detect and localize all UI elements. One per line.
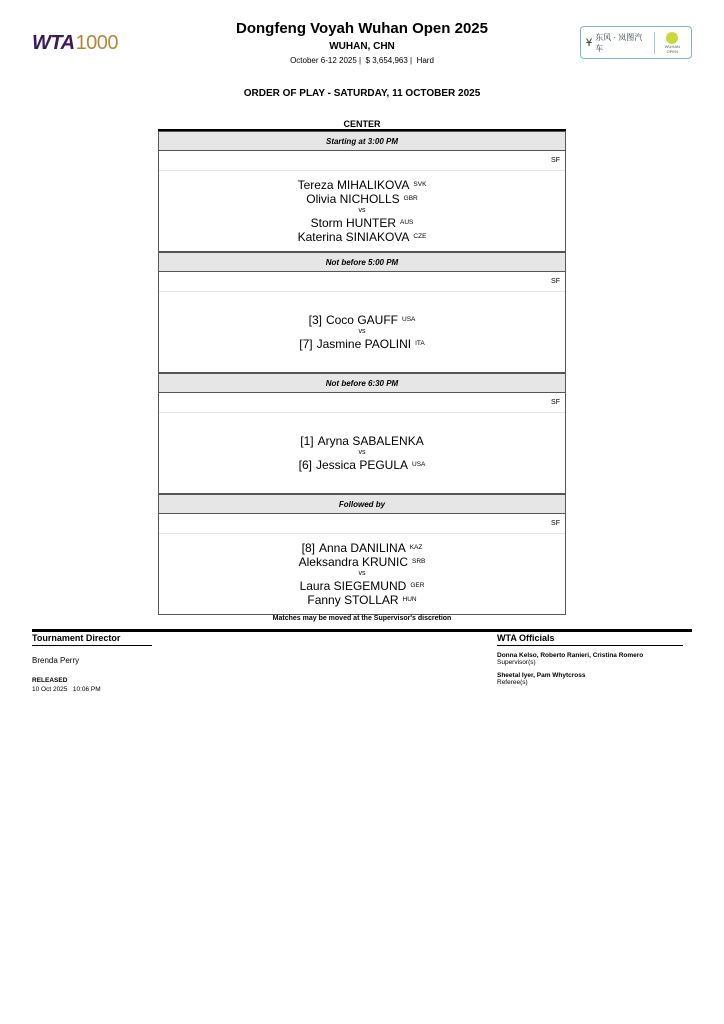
- player-country: SRB: [412, 558, 426, 565]
- wuhan-open-text: WUHAN OPEN: [664, 43, 680, 54]
- player-last-name: NICHOLLS: [339, 192, 400, 206]
- round-row: [159, 514, 565, 534]
- round-label: SF: [551, 520, 560, 527]
- released-timestamp: [32, 686, 152, 693]
- match-players: [159, 413, 565, 493]
- player-name: [309, 313, 416, 327]
- sponsor-divider: [654, 32, 655, 54]
- player-name: [306, 192, 417, 206]
- player-last-name: STOLLAR: [344, 593, 399, 607]
- player-first-name: Katerina: [297, 230, 343, 244]
- released-date: 10 Oct 2025: [32, 686, 68, 693]
- player-first-name: Storm: [310, 216, 343, 230]
- player-last-name: PEGULA: [359, 457, 408, 472]
- player-first-name: Olivia: [306, 192, 337, 206]
- player-country: AUS: [399, 219, 414, 226]
- tournament-meta: October 6-12 2025 | $ 3,654,963 | Hard: [290, 56, 434, 65]
- player-last-name: SINIAKOVA: [345, 230, 410, 244]
- player-country: USA: [412, 460, 426, 468]
- round-row: [159, 272, 565, 292]
- released-label: RELEASED: [32, 677, 68, 684]
- round-row: [159, 393, 565, 413]
- released-time: 10:06 PM: [72, 686, 101, 693]
- player-last-name: SABALENKA: [352, 433, 424, 448]
- court-name: CENTER: [343, 119, 381, 129]
- footer-divider: [32, 629, 692, 632]
- player-seed: [6]: [298, 457, 312, 472]
- player-name: [298, 230, 427, 244]
- versus-label: vs: [358, 207, 366, 214]
- player-first-name: Fanny: [307, 593, 341, 607]
- player-country: SVK: [413, 181, 427, 188]
- slot-start-time: Not before 6:30 PM: [159, 373, 565, 393]
- player-first-name: Aleksandra: [298, 555, 359, 569]
- slot-start-time: Followed by: [159, 494, 565, 514]
- disclaimer: Matches may be moved at the Supervisor's discretion: [272, 615, 452, 622]
- player-last-name: SIEGEMUND: [333, 579, 407, 593]
- tournament-dates: October 6-12 2025: [290, 56, 357, 65]
- round-row: [159, 151, 565, 171]
- slot-start-time: Starting at 3:00 PM: [159, 131, 565, 151]
- player-country: HUN: [402, 596, 417, 603]
- player-first-name: Tereza: [297, 178, 334, 192]
- match-players: [159, 171, 565, 251]
- player-last-name: MIHALIKOVA: [336, 178, 410, 192]
- tournament-title: Dongfeng Voyah Wuhan Open 2025: [236, 20, 488, 37]
- player-seed: [7]: [299, 337, 313, 351]
- tournament-city: WUHAN, CHN: [329, 41, 395, 52]
- voyah-icon: Ұ: [586, 36, 593, 49]
- round-label: SF: [551, 157, 560, 164]
- director-heading: Tournament Director: [32, 633, 152, 646]
- sponsor-text: 东风 · 岚图汽车: [595, 32, 643, 53]
- tournament-surface: Hard: [416, 56, 434, 65]
- player-seed: [1]: [300, 433, 314, 448]
- player-country: ITA: [415, 340, 425, 347]
- match-slot: [159, 494, 565, 614]
- player-name: [298, 178, 427, 192]
- player-name: [307, 593, 416, 607]
- player-name: [300, 579, 425, 593]
- round-label: SF: [551, 278, 560, 285]
- player-seed: [3]: [308, 313, 322, 327]
- player-first-name: Jasmine: [316, 337, 362, 351]
- sponsor-logo: [580, 26, 692, 59]
- player-country: KAZ: [409, 544, 423, 551]
- player-first-name: Aryna: [317, 433, 349, 448]
- player-last-name: KRUNIC: [362, 555, 409, 569]
- referees-names: Sheetal Iyer, Pam Whytcross: [497, 672, 586, 679]
- referees-role: Referee(s): [497, 679, 528, 686]
- player-name: [300, 435, 423, 448]
- player-last-name: HUNTER: [345, 216, 396, 230]
- slot-start-time: Not before 5:00 PM: [159, 252, 565, 272]
- wuhan-open-badge: [659, 32, 686, 54]
- player-name: [299, 555, 426, 569]
- player-first-name: Laura: [299, 579, 331, 593]
- player-country: CZE: [413, 233, 427, 240]
- versus-label: vs: [358, 328, 366, 335]
- match-players: [159, 292, 565, 372]
- supervisors-names: Donna Kelso, Roberto Ranieri, Cristina Romero: [497, 652, 644, 659]
- order-of-play-title: ORDER OF PLAY - SATURDAY, 11 OCTOBER 2025: [243, 88, 481, 99]
- player-country: GBR: [403, 195, 418, 202]
- versus-label: vs: [358, 448, 366, 456]
- match-slot: [159, 252, 565, 373]
- supervisors-role: Supervisor(s): [497, 659, 536, 666]
- tier-logo-text: 1000: [75, 32, 119, 54]
- director-name: Brenda Perry: [32, 656, 80, 665]
- court-schedule: [158, 131, 566, 615]
- player-first-name: Jessica: [315, 457, 356, 472]
- player-last-name: GAUFF: [357, 313, 398, 327]
- player-name: [311, 216, 414, 230]
- officials-heading: WTA Officials: [497, 633, 683, 646]
- player-last-name: DANILINA: [350, 541, 406, 555]
- player-name: [299, 337, 424, 351]
- player-first-name: Anna: [318, 541, 347, 555]
- tennis-ball-icon: [666, 32, 678, 44]
- player-country: USA: [402, 316, 416, 323]
- versus-label: vs: [358, 570, 366, 577]
- player-seed: [8]: [301, 541, 315, 555]
- match-players: [159, 534, 565, 614]
- match-slot: [159, 131, 565, 252]
- player-name: [299, 458, 426, 472]
- officials-section: [497, 633, 683, 686]
- tournament-prize: $ 3,654,963: [365, 56, 408, 65]
- player-country: GER: [410, 582, 425, 589]
- wta-logo-text: WTA: [32, 32, 75, 54]
- player-name: [302, 541, 423, 555]
- match-slot: [159, 373, 565, 494]
- director-section: [32, 633, 152, 693]
- round-label: SF: [551, 399, 560, 406]
- player-first-name: Coco: [325, 313, 354, 327]
- player-last-name: PAOLINI: [364, 337, 412, 351]
